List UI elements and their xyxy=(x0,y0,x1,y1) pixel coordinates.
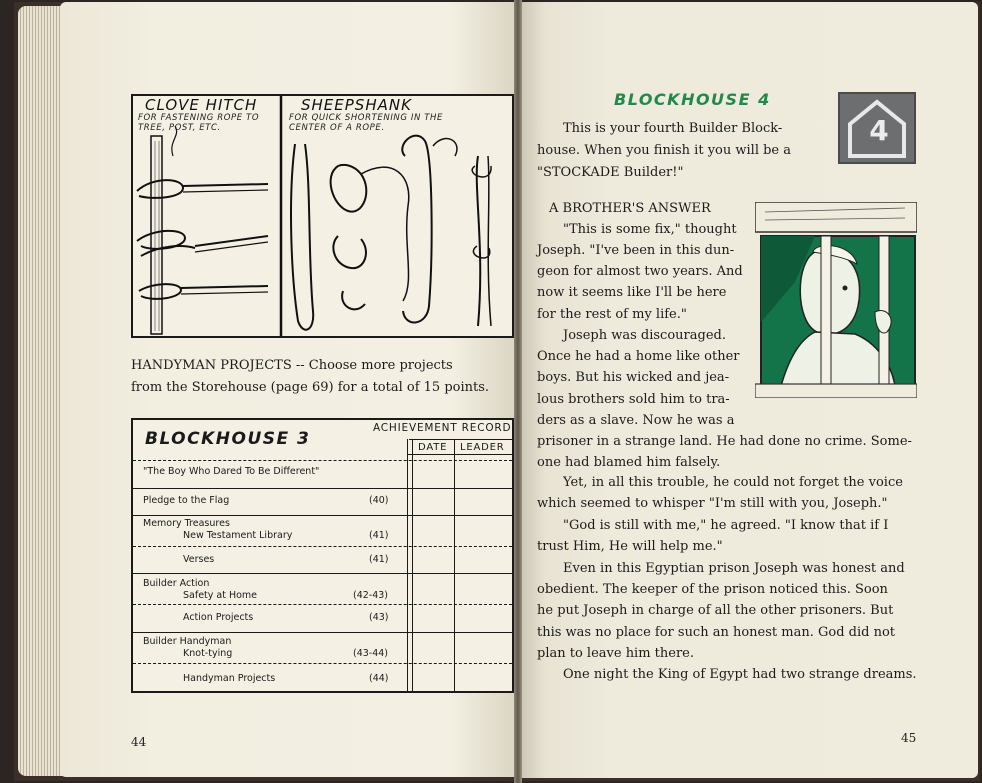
row-divider xyxy=(133,604,512,605)
sheepshank-desc-2: CENTER OF A ROPE. xyxy=(289,123,385,133)
column-divider xyxy=(412,439,413,693)
record-row-story: "The Boy Who Dared To Be Different" xyxy=(143,466,320,477)
story-line: now it seems like I'll be here xyxy=(537,285,727,300)
projects-line-2: from the Storehouse (page 69) for a total of 15 points. xyxy=(131,380,490,395)
story-line: obedient. The keeper of the prison noticed this. Soon xyxy=(537,582,888,597)
section-heading: A BROTHER'S ANSWER xyxy=(549,201,711,216)
story-line: plan to leave him there. xyxy=(537,646,695,661)
story-line: this was no place for such an honest man. God did not xyxy=(537,625,896,640)
record-page-ref: (41) xyxy=(369,530,389,541)
story-line: One night the King of Egypt had two strange dreams. xyxy=(563,667,917,682)
story-line: lous brothers sold him to tra- xyxy=(537,392,730,407)
record-row-memory: Memory Treasures xyxy=(143,518,230,529)
story-line: geon for almost two years. And xyxy=(537,264,743,279)
story-line: for the rest of my life." xyxy=(537,307,687,322)
story-line: trust Him, He will help me." xyxy=(537,539,723,554)
row-divider xyxy=(133,663,512,664)
row-divider xyxy=(407,454,512,455)
story-line: Even in this Egyptian prison Joseph was honest and xyxy=(563,561,905,576)
record-page-ref: (40) xyxy=(369,495,389,506)
column-divider xyxy=(407,439,408,693)
blockhouse-badge xyxy=(838,92,916,164)
badge-number: 4 xyxy=(869,114,889,147)
record-header: ACHIEVEMENT RECORD xyxy=(373,422,512,434)
story-line: "This is some fix," thought xyxy=(563,222,737,237)
story-line: he put Joseph in charge of all the other prisoners. But xyxy=(537,603,894,618)
record-row-knot-tying: Knot-tying xyxy=(183,648,233,659)
story-line: ders as a slave. Now he was a xyxy=(537,413,735,428)
story-line: which seemed to whisper "I'm still with you, Joseph." xyxy=(537,496,888,511)
row-divider xyxy=(133,632,512,633)
row-divider xyxy=(133,546,512,547)
record-row-action: Builder Action xyxy=(143,578,210,589)
story-line: "God is still with me," he agreed. "I know that if I xyxy=(563,518,889,533)
record-page-ref: (41) xyxy=(369,554,389,565)
intro-line-3: "STOCKADE Builder!" xyxy=(537,165,684,180)
record-row-action-projects: Action Projects xyxy=(183,612,254,623)
record-page-ref: (42-43) xyxy=(353,590,389,601)
intro-line-1: This is your fourth Builder Block- xyxy=(563,121,783,136)
row-divider xyxy=(133,515,512,516)
row-divider xyxy=(133,460,512,461)
knot-illustration-panel xyxy=(131,94,514,338)
record-row-handyman-projects: Handyman Projects xyxy=(183,673,276,684)
story-line: Joseph was discouraged. xyxy=(563,328,726,343)
record-page-ref: (43-44) xyxy=(353,648,389,659)
record-row-ntl: New Testament Library xyxy=(183,530,293,541)
record-page-ref: (43) xyxy=(369,612,389,623)
record-title: BLOCKHOUSE 3 xyxy=(145,429,311,449)
sheepshank-drawing xyxy=(291,136,491,330)
story-line: prisoner in a strange land. He had done no crime. Some- xyxy=(537,434,912,449)
record-row-pledge: Pledge to the Flag xyxy=(143,495,230,506)
intro-line-2: house. When you finish it you will be a xyxy=(537,143,792,158)
story-line: boys. But his wicked and jea- xyxy=(537,370,730,385)
row-divider xyxy=(133,488,512,489)
row-divider xyxy=(133,573,512,574)
story-line: Yet, in all this trouble, he could not forget the voice xyxy=(563,475,903,490)
record-row-handyman: Builder Handyman xyxy=(143,636,232,647)
right-page-number: 45 xyxy=(901,731,917,745)
leader-column-header: LEADER xyxy=(460,442,505,453)
joseph-prison-illustration xyxy=(755,202,917,398)
clove-hitch-drawing xyxy=(137,126,268,334)
sheepshank-desc-1: FOR QUICK SHORTENING IN THE xyxy=(289,113,443,123)
sheepshank-title: SHEEPSHANK xyxy=(301,96,412,114)
header-underline xyxy=(409,439,514,440)
clove-hitch-desc-2: TREE, POST, ETC. xyxy=(138,123,221,133)
record-row-safety: Safety at Home xyxy=(183,590,258,601)
record-page-ref: (44) xyxy=(369,673,389,684)
clove-hitch-desc-1: FOR FASTENING ROPE TO xyxy=(138,113,260,123)
handyman-projects-text xyxy=(131,355,515,399)
projects-line-1: HANDYMAN PROJECTS -- Choose more projects xyxy=(131,358,453,373)
story-line: Joseph. "I've been in this dun- xyxy=(537,243,735,258)
story-line: one had blamed him falsely. xyxy=(537,455,721,470)
book-gutter xyxy=(514,0,522,783)
blockhouse-4-title: BLOCKHOUSE 4 xyxy=(614,90,771,109)
date-column-header: DATE xyxy=(418,442,448,453)
column-divider xyxy=(454,439,455,693)
story-line: Once he had a home like other xyxy=(537,349,740,364)
record-row-verses: Verses xyxy=(183,554,215,565)
clove-hitch-title: CLOVE HITCH xyxy=(145,96,258,114)
left-page-number: 44 xyxy=(131,735,147,749)
achievement-record-table xyxy=(131,418,514,693)
